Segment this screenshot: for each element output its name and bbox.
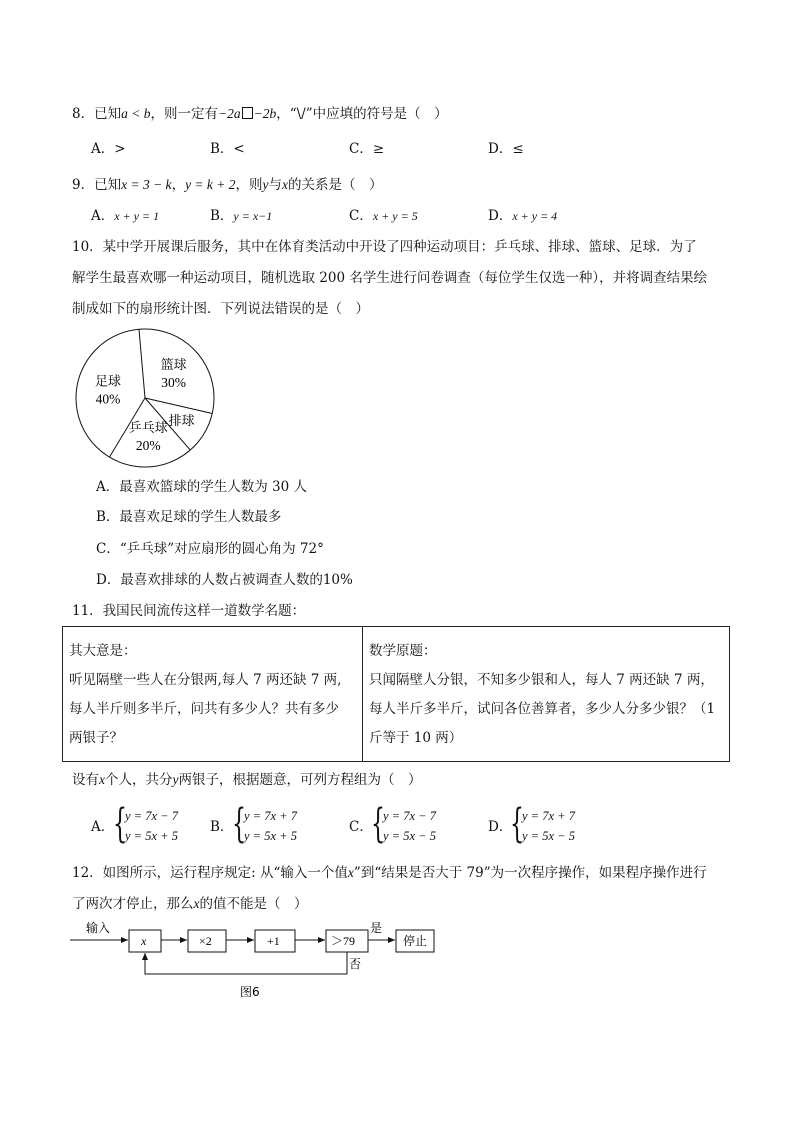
q9-option-a: A．x + y = 1	[91, 208, 160, 224]
pie-slice-0	[139, 329, 145, 398]
original-line: 数学原题：	[369, 643, 437, 659]
svg-text:x: x	[141, 934, 147, 948]
pie-chart	[72, 326, 222, 471]
figure-caption: 图6	[240, 985, 260, 999]
q8-option-c: C．≥	[349, 141, 385, 157]
q8-stem: 8．已知a < b，则一定有−2a −2b，“\/”中应填的符号是（ ）	[72, 106, 448, 122]
q10-line-2: 解学生最喜欢哪一种运动项目，随机选取 200 名学生进行问卷调查（每位学生仅选一种），并将调查结果绘	[72, 270, 708, 286]
q10-line-3: 制成如下的扇形统计图．下列说法错误的是（ ）	[72, 301, 369, 317]
q8-option-d: D．≤	[488, 141, 524, 157]
q11-question: 设有x个人，共分y两银子，根据题意，可列方程组为（ ）	[72, 772, 422, 788]
q8-option-b: B．<	[210, 141, 245, 157]
pie-value-3: 40%	[95, 391, 121, 407]
q10-option-c: C．“乒乓球”对应扇形的圆心角为 72°	[96, 541, 324, 557]
q10-option-a: A．最喜欢篮球的学生人数为 30 人	[96, 479, 308, 495]
pie-label-2: 乒乓球	[128, 420, 168, 436]
original-line: 斤等于 10 两）	[369, 730, 463, 746]
pie-label-3: 足球	[95, 374, 122, 390]
problem-table	[62, 626, 730, 762]
q12-line-2: 了两次才停止，那么x的值不能是（ ）	[72, 896, 308, 912]
no-label: 否	[349, 957, 362, 971]
input-label: 输入	[86, 921, 111, 935]
q9-option-b: B．y = x−1	[210, 208, 273, 224]
svg-text:×2: ×2	[199, 934, 212, 948]
q10-line-1: 10．某中学开展课后服务，其中在体育类活动中开设了四种运动项目：乒乓球、排球、篮球、足球．为了	[72, 239, 697, 255]
svg-text:停止: 停止	[403, 934, 428, 948]
q9-stem: 9．已知x = 3 − k，y = k + 2，则y与x的关系是（ ）	[72, 177, 383, 193]
meaning-line: 两银子？	[69, 730, 123, 746]
original-line: 只闻隔壁人分银，不知多少银和人，每人 7 两还缺 7 两，	[369, 672, 714, 688]
meaning-line: 每人半斤则多半斤，问共有多少人？共有多少	[69, 701, 339, 717]
svg-text:＞79: ＞79	[331, 934, 356, 948]
q8-option-a: A．>	[91, 141, 126, 157]
q11-stem: 11．我国民间流传这样一道数学名题：	[72, 603, 306, 619]
pie-slice-1	[145, 398, 212, 414]
blank-box	[242, 107, 253, 119]
pie-label-1: 排球	[168, 414, 195, 430]
pie-value-2: 20%	[135, 437, 161, 453]
q10-option-d: D．最喜欢排球的人数占被调查人数的10%	[96, 572, 353, 588]
original-line: 每人半斤多半斤，试问各位善算者，多少人分多少银？（1	[369, 701, 716, 717]
original-cell	[363, 627, 730, 762]
pie-value-0: 30%	[161, 375, 187, 391]
yes-label: 是	[370, 921, 383, 935]
q10-option-b: B．最喜欢足球的学生人数最多	[96, 509, 282, 525]
q9-option-c: C．x + y = 5	[349, 208, 418, 224]
pie-label-0: 篮球	[160, 358, 187, 374]
flowchart	[70, 918, 450, 1003]
svg-text:+1: +1	[267, 934, 280, 948]
q12-line-1: 12．如图所示，运行程序规定: 从“输入一个值x”到“结果是否大于 79”为一次程序操作，如果程序操作进行	[72, 865, 707, 881]
meaning-line: 其大意是：	[69, 643, 137, 659]
q9-option-d: D．x + y = 4	[488, 208, 558, 224]
meaning-cell	[63, 627, 363, 762]
meaning-line: 听见隔壁一些人在分银两,每人 7 两还缺 7 两,	[69, 672, 342, 688]
